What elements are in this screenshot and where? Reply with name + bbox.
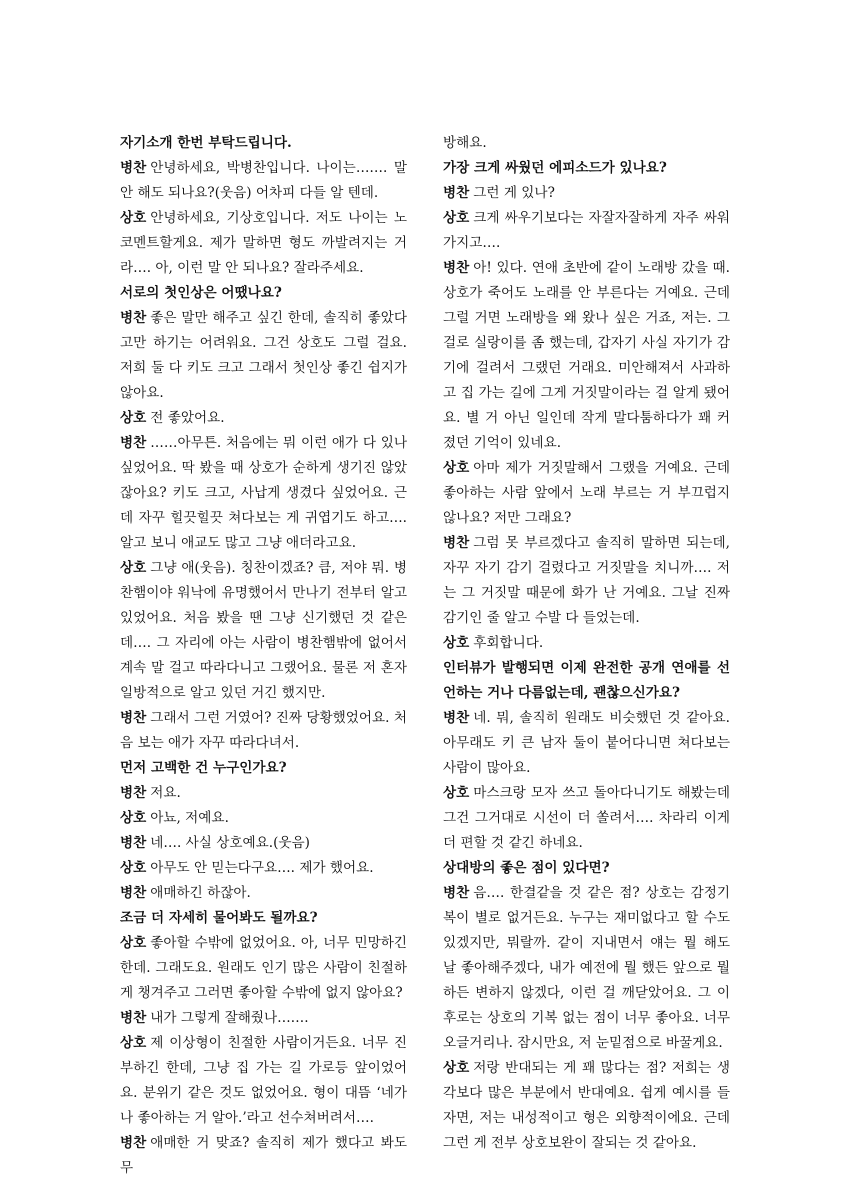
answer-text: 아마 제가 거짓말해서 그랬을 거예요. 근데 좋아하는 사람 앞에서 노래 부르는 거 부끄럽지 않나요? 저만 그래요? <box>443 460 730 526</box>
answer-text: 후회합니다. <box>473 635 544 651</box>
speaker-name: 상호 <box>443 1060 470 1076</box>
answer-text: 제 이상형이 친절한 사람이거든요. 너무 진부하긴 한데, 그냥 집 가는 길 가로등 앞이었어요. 분위기 같은 것도 없었어요. 형이 대뜸 ‘네가 나 좋아하는 거 알아.’라고 선수쳐버려서…. <box>120 1035 407 1126</box>
answer-text: 아뇨, 저예요. <box>150 810 229 826</box>
answer-text: 좋아할 수밖에 없었어요. 아, 너무 민망하긴 한데. 그래도요. 원래도 인기 많은 사람이 친절하게 챙겨주고 그러면 좋아할 수밖에 없지 않아요? <box>120 935 407 1001</box>
interview-answer <box>120 1031 407 1131</box>
interview-question: 상대방의 좋은 점이 있다면? <box>443 860 610 876</box>
interview-question: 서로의 첫인상은 어땠나요? <box>120 285 282 301</box>
continued-text: 방해요. <box>443 135 487 151</box>
interview-answer <box>120 206 407 281</box>
interview-question: 먼저 고백한 건 누구인가요? <box>120 760 287 776</box>
speaker-name: 상호 <box>120 410 147 426</box>
speaker-name: 병찬 <box>443 260 470 276</box>
interview-answer <box>120 781 407 806</box>
interview-answer <box>120 306 407 406</box>
interview-answer <box>120 706 407 756</box>
answer-text: 애매한 거 맞죠? 솔직히 제가 했다고 봐도 무 <box>120 1135 407 1176</box>
interview-answer <box>443 206 730 256</box>
answer-text: 마스크랑 모자 쓰고 돌아다니기도 해봤는데 그건 그거대로 시선이 더 쏠려서…. 차라리 이게 더 편할 것 같긴 하네요. <box>443 785 730 851</box>
answer-text: 저요. <box>150 785 181 801</box>
interview-answer <box>120 431 407 556</box>
speaker-name: 병찬 <box>120 160 147 176</box>
speaker-name: 병찬 <box>120 885 147 901</box>
right-column <box>443 131 730 1156</box>
interview-answer <box>443 706 730 781</box>
answer-text: 애매하긴 하잖아. <box>150 885 251 901</box>
interview-answer <box>443 631 730 656</box>
answer-text: 음…. 한결같을 것 같은 점? 상호는 감정기복이 별로 없거든요. 누구는 재미없다고 할 수도 있겠지만, 뭐랄까. 같이 지내면서 얘는 뭘 해도 날 좋아해주겠다, 내가 예전에 뭘 했든 앞으로 뭘 하든 변하지 않겠다, 이런 걸 깨닫았어요. 그 이후로는 상호의 기복 없는 점이 너무 좋아요. 너무 오글거리나. 잠시만요, 저 눈밑점으로 바꿀게요. <box>443 885 730 1051</box>
interview-answer <box>120 406 407 431</box>
answer-text: 안녕하세요, 박병찬입니다. 나이는……. 말 안 해도 되나요?(웃음) 어차피 다들 알 텐데. <box>120 160 407 201</box>
speaker-name: 병찬 <box>120 310 147 326</box>
answer-text: 아! 있다. 연애 초반에 같이 노래방 갔을 때. 상호가 죽어도 노래를 안 부른다는 거예요. 근데 그럴 거면 노래방을 왜 왔나 싶은 거죠, 저는. 그걸로 실랑이를 좀 했는데, 갑자기 사실 자기가 감기에 걸려서 그랬던 거래요. 미안해져서 사과하고 집 가는 길에 그게 거짓말이라는 걸 알게 됐어요. 별 거 아닌 일인데 작게 말다툼하다가 꽤 커졌던 기억이 있네요. <box>443 260 730 451</box>
interview-question: 가장 크게 싸웠던 에피소드가 있나요? <box>443 160 667 176</box>
speaker-name: 상호 <box>120 860 147 876</box>
interview-question: 자기소개 한번 부탁드립니다. <box>120 135 292 151</box>
answer-text: 그럼 못 부르겠다고 솔직히 말하면 되는데, 자꾸 자기 감기 걸렸다고 거짓말을 치니까…. 저는 그 거짓말 때문에 화가 난 거예요. 그날 진짜 감기인 줄 알고 수발 다 들었는데. <box>443 535 730 626</box>
interview-answer <box>120 1006 407 1031</box>
answer-text: 저랑 반대되는 게 꽤 많다는 점? 저희는 생각보다 많은 부분에서 반대예요. 쉽게 예시를 들자면, 저는 내성적이고 형은 외향적이에요. 근데 그런 게 전부 상호보완이 잘되는 것 같아요. <box>443 1060 730 1151</box>
interview-answer <box>443 531 730 631</box>
interview-answer <box>120 156 407 206</box>
speaker-name: 병찬 <box>443 885 470 901</box>
speaker-name: 병찬 <box>120 710 147 726</box>
speaker-name: 상호 <box>443 460 470 476</box>
speaker-name: 상호 <box>120 810 147 826</box>
answer-text: ……아무튼. 처음에는 뭐 이런 애가 다 있나 싶었어요. 딱 봤을 때 상호가 순하게 생기진 않았잖아요? 키도 크고, 사납게 생겼다 싶었어요. 근데 자꾸 힐끗힐끗 쳐다보는 게 귀엽기도 하고…. 알고 보니 애교도 많고 그냥 애더라고요. <box>120 435 407 551</box>
interview-answer <box>120 806 407 831</box>
answer-text: 안녕하세요, 기상호입니다. 저도 나이는 노코멘트할게요. 제가 말하면 형도 까발려지는 거라…. 아, 이런 말 안 되나요? 잘라주세요. <box>120 210 407 276</box>
speaker-name: 병찬 <box>120 1135 147 1151</box>
speaker-name: 병찬 <box>443 185 470 201</box>
interview-question: 조금 더 자세히 물어봐도 될까요? <box>120 910 318 926</box>
answer-text: 그런 게 있나? <box>473 185 555 201</box>
interview-answer <box>120 856 407 881</box>
speaker-name: 상호 <box>443 785 470 801</box>
answer-text: 좋은 말만 해주고 싶긴 한데, 솔직히 좋았다고만 하기는 어려워요. 그건 상호도 그럴 걸요. 저희 둘 다 키도 크고 그래서 첫인상 좋긴 쉽지가 않아요. <box>120 310 407 401</box>
interview-answer <box>443 1056 730 1156</box>
speaker-name: 병찬 <box>120 785 147 801</box>
answer-text: 내가 그렇게 잘해줬나……. <box>150 1010 309 1026</box>
interview-answer <box>120 881 407 906</box>
answer-text: 그냥 애(웃음). 칭찬이겠죠? 큼, 저야 뭐. 병찬햄이야 워낙에 유명했어서 만나기 전부터 알고 있었어요. 처음 봤을 땐 그냥 신기했던 것 같은데…. 그 자리에 아는 사람이 병찬햄밖에 없어서 계속 말 걸고 따라다니고 그랬어요. 물론 저 혼자 일방적으로 알고 있던 거긴 했지만. <box>120 560 407 701</box>
speaker-name: 병찬 <box>443 710 470 726</box>
speaker-name: 상호 <box>120 1035 147 1051</box>
interview-answer <box>443 781 730 856</box>
answer-text: 전 좋았어요. <box>150 410 225 426</box>
interview-question: 인터뷰가 발행되면 이제 완전한 공개 연애를 선언하는 거나 다름없는데, 괜찮으신가요? <box>443 660 730 701</box>
answer-text: 네…. 사실 상호예요.(웃음) <box>150 835 310 851</box>
interview-answer <box>443 881 730 1056</box>
speaker-name: 병찬 <box>443 535 470 551</box>
speaker-name: 상호 <box>120 560 147 576</box>
speaker-name: 병찬 <box>120 435 147 451</box>
interview-answer <box>120 931 407 1006</box>
speaker-name: 상호 <box>120 935 147 951</box>
answer-text: 그래서 그런 거였어? 진짜 당황했었어요. 처음 보는 애가 자꾸 따라다녀서. <box>120 710 407 751</box>
speaker-name: 상호 <box>443 210 470 226</box>
interview-answer <box>120 556 407 706</box>
speaker-name: 상호 <box>443 635 470 651</box>
interview-answer <box>443 256 730 456</box>
interview-answer <box>120 1131 407 1181</box>
speaker-name: 상호 <box>120 210 147 226</box>
answer-text: 네. 뭐, 솔직히 원래도 비슷했던 것 같아요. 아무래도 키 큰 남자 둘이 붙어다니면 쳐다보는 사람이 많아요. <box>443 710 730 776</box>
answer-text: 크게 싸우기보다는 자잘자잘하게 자주 싸워가지고…. <box>443 210 730 251</box>
interview-answer <box>443 181 730 206</box>
speaker-name: 병찬 <box>120 1010 147 1026</box>
interview-answer <box>120 831 407 856</box>
speaker-name: 병찬 <box>120 835 147 851</box>
answer-text: 아무도 안 믿는다구요…. 제가 했어요. <box>150 860 374 876</box>
left-column <box>120 131 407 1181</box>
interview-answer <box>443 456 730 531</box>
